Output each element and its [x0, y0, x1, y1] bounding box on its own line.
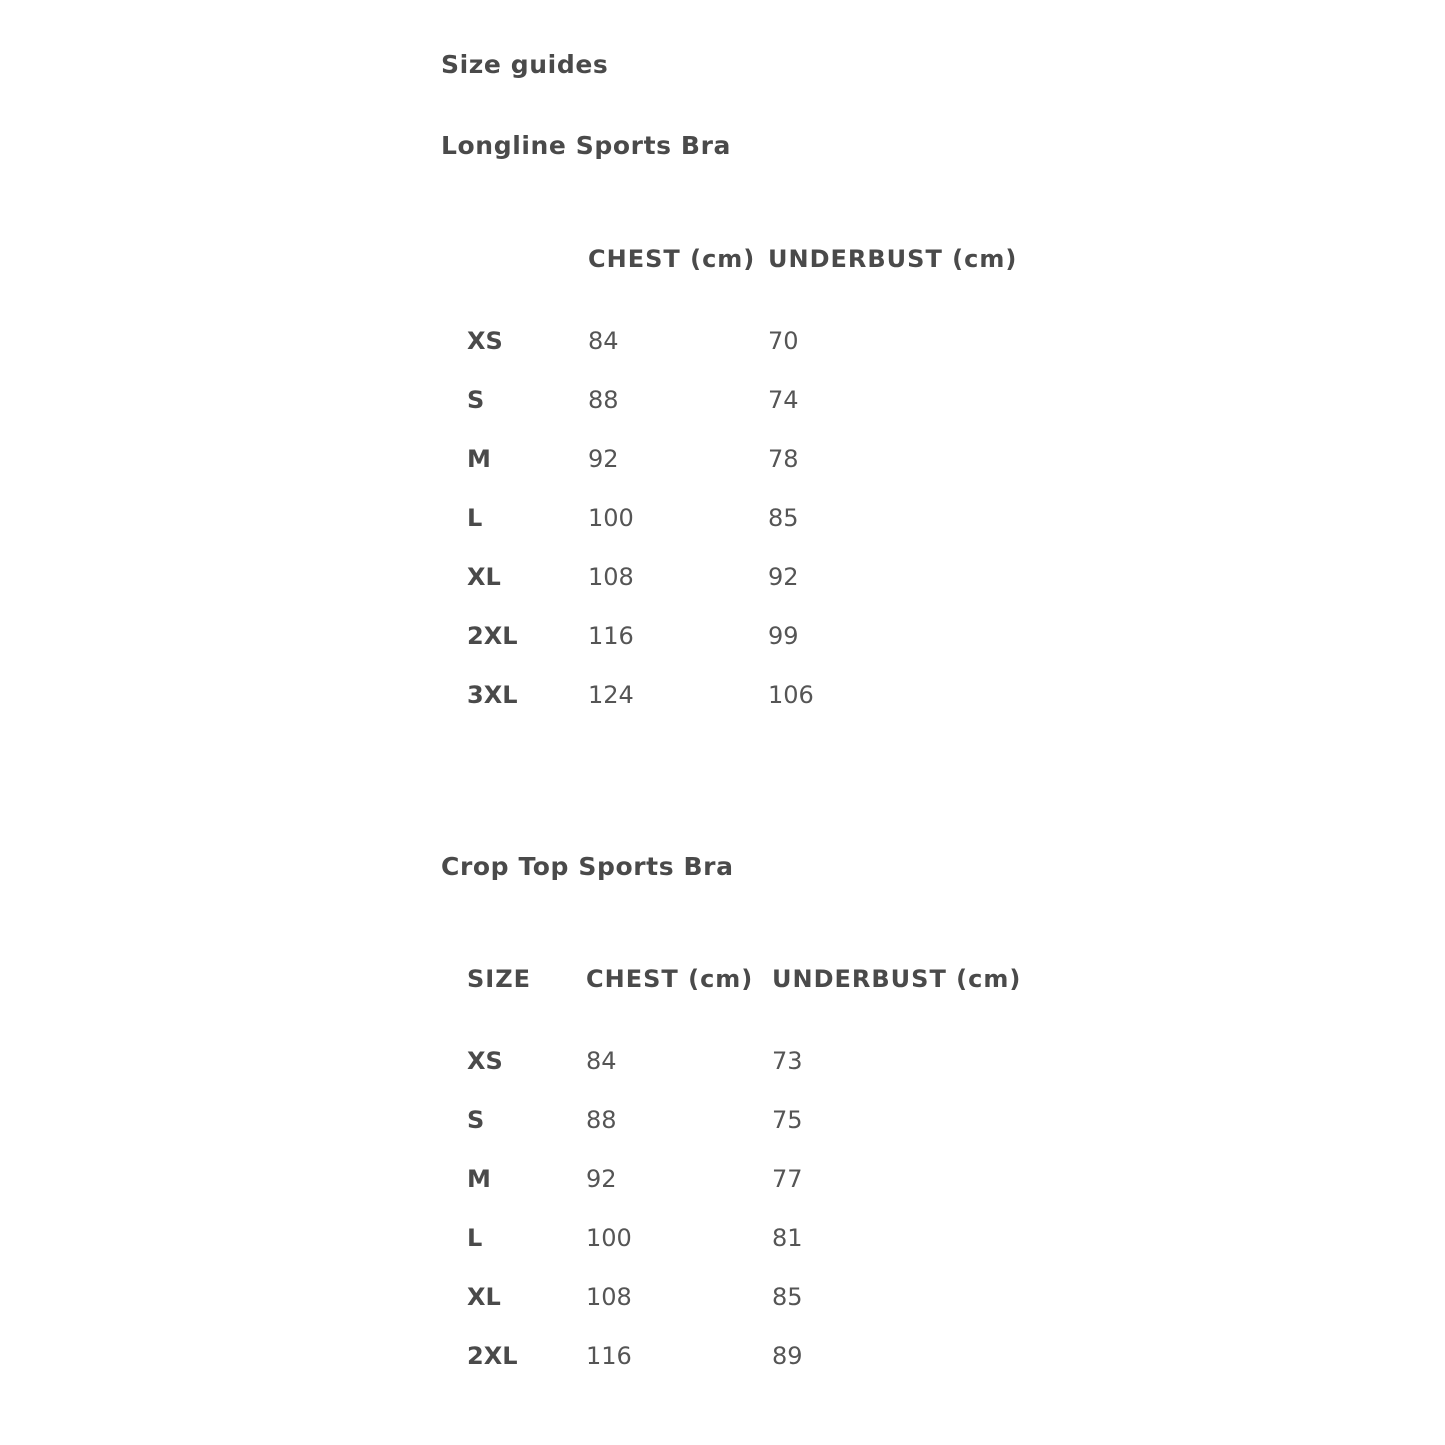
table-row [467, 429, 1068, 488]
size-cell: XL [467, 1282, 501, 1311]
column-header: UNDERBUST (cm) [768, 245, 1018, 273]
chest-cell: 84 [588, 326, 619, 355]
column-header: SIZE [467, 965, 532, 993]
underbust-cell: 73 [772, 1046, 803, 1075]
column-header: CHEST (cm) [586, 965, 754, 993]
size-cell: L [467, 503, 483, 532]
size-table-longline [467, 207, 1068, 724]
table-row [467, 606, 1068, 665]
size-cell: L [467, 1223, 483, 1252]
chest-cell: 116 [586, 1341, 632, 1370]
underbust-cell: 92 [768, 562, 799, 591]
table-row [467, 1326, 1072, 1385]
underbust-cell: 85 [772, 1282, 803, 1311]
chest-cell: 88 [586, 1105, 617, 1134]
underbust-cell: 74 [768, 385, 799, 414]
column-header [467, 207, 588, 311]
table-row [467, 1149, 1072, 1208]
underbust-cell: 78 [768, 444, 799, 473]
chest-cell: 92 [586, 1164, 617, 1193]
chest-cell: 124 [588, 680, 634, 709]
chest-cell: 100 [588, 503, 634, 532]
underbust-cell: 99 [768, 621, 799, 650]
chest-cell: 116 [588, 621, 634, 650]
underbust-cell: 70 [768, 326, 799, 355]
size-cell: XL [467, 562, 501, 591]
header-row [467, 207, 1068, 311]
underbust-cell: 89 [772, 1341, 803, 1370]
table-row [467, 1090, 1072, 1149]
size-cell: M [467, 444, 491, 473]
underbust-cell: 106 [768, 680, 814, 709]
size-cell: 3XL [467, 680, 518, 709]
size-cell: 2XL [467, 1341, 518, 1370]
table-row [467, 547, 1068, 606]
table-title-longline: Longline Sports Bra [441, 131, 731, 160]
table-row [467, 311, 1068, 370]
chest-cell: 88 [588, 385, 619, 414]
size-cell: 2XL [467, 621, 518, 650]
size-cell: XS [467, 326, 503, 355]
table-row [467, 665, 1068, 724]
size-cell: S [467, 385, 485, 414]
table-title-crop-top: Crop Top Sports Bra [441, 852, 734, 881]
underbust-cell: 81 [772, 1223, 803, 1252]
chest-cell: 100 [586, 1223, 632, 1252]
chest-cell: 108 [586, 1282, 632, 1311]
table-row [467, 1267, 1072, 1326]
table-row [467, 1208, 1072, 1267]
column-header: UNDERBUST (cm) [772, 965, 1022, 993]
chest-cell: 108 [588, 562, 634, 591]
table-row [467, 488, 1068, 547]
underbust-cell: 75 [772, 1105, 803, 1134]
underbust-cell: 77 [772, 1164, 803, 1193]
size-table-crop-top [467, 927, 1072, 1385]
page-title: Size guides [441, 50, 609, 79]
size-cell: XS [467, 1046, 503, 1075]
table-row [467, 1031, 1072, 1090]
table-row [467, 370, 1068, 429]
chest-cell: 92 [588, 444, 619, 473]
underbust-cell: 85 [768, 503, 799, 532]
column-header: CHEST (cm) [588, 245, 756, 273]
header-row [467, 927, 1072, 1031]
size-cell: S [467, 1105, 485, 1134]
chest-cell: 84 [586, 1046, 617, 1075]
size-cell: M [467, 1164, 491, 1193]
